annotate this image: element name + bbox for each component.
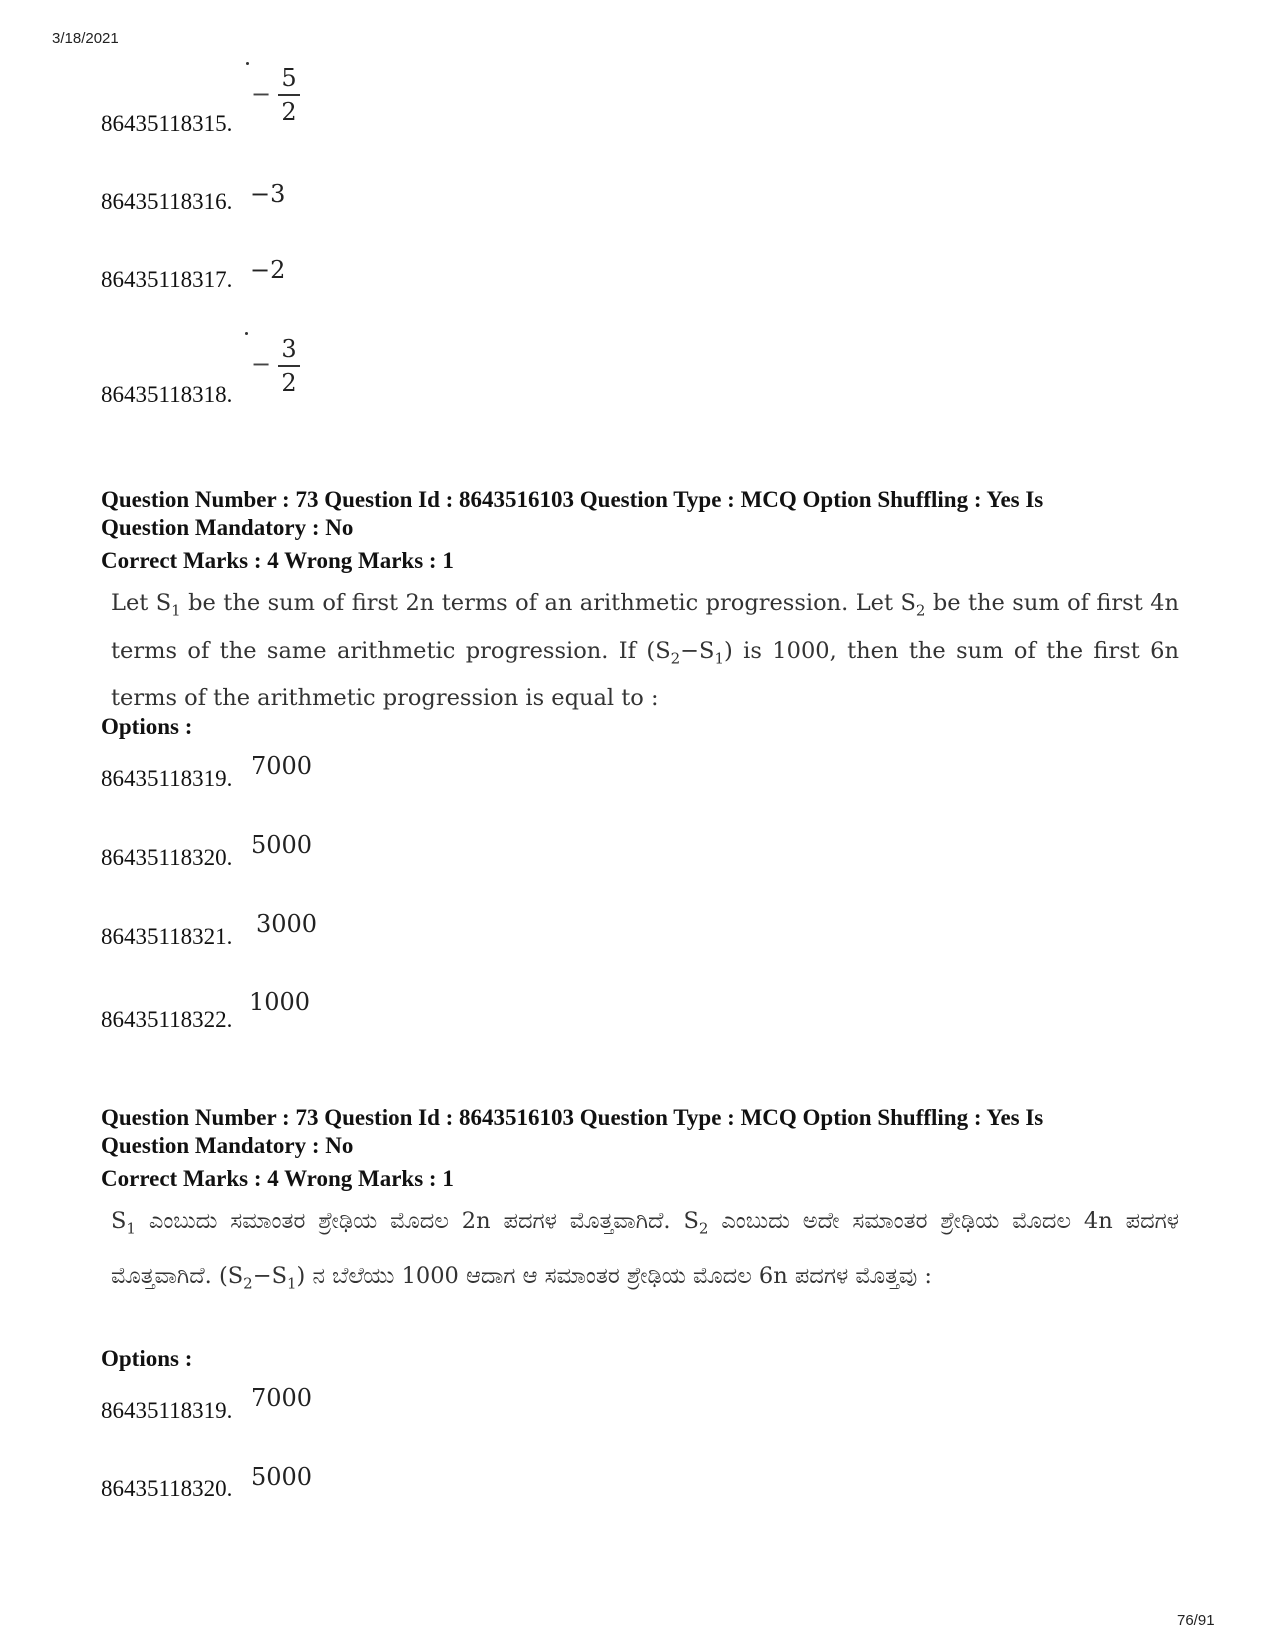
option-value: 3000 [256, 910, 318, 938]
option-id: 86435118315. [101, 111, 233, 136]
option-id: 86435118320. [101, 1476, 233, 1501]
option-id: 86435118317. [101, 267, 233, 292]
question-meta-line: Question Mandatory : No [101, 1133, 354, 1158]
fraction [278, 62, 300, 128]
option-value: 1000 [249, 988, 311, 1016]
option-value: 5000 [251, 831, 313, 859]
option-value: −2 [250, 256, 286, 284]
option-id: 86435118316. [101, 189, 233, 214]
option-id: 86435118322. [101, 1007, 233, 1032]
option-id: 86435118319. [101, 1398, 233, 1423]
fraction-numerator: 3 [278, 333, 300, 367]
option-id: 86435118319. [101, 766, 233, 791]
option-id: 86435118318. [101, 382, 233, 407]
question-text: $S_1$ ಎಂಬುದು ಸಮಾಂತರ ಶ್ರೇಢಿಯ ಮೊದಲ 2n ಪದಗಳ ಮೊತ್ತವಾಗಿದೆ. $S_2$ ಎಂಬುದು ಅದೇ ಸಮಾಂತರ ಶ್ರೇಢಿಯ ಮೊದಲ 4n ಪದಗಳ ಮೊತ್ತವಾಗಿದೆ. $(S_2-S_1)$ ನ ಬೆಲೆಯು 1000 ಆದಾಗ ಆ ಸಮಾಂತರ ಶ್ರೇಢಿಯ ಮೊದಲ 6n ಪದಗಳ ಮೊತ್ತವು : [111, 1208, 1179, 1292]
page-number: 76/91 [1177, 1612, 1215, 1629]
option-value: 7000 [251, 1384, 313, 1412]
question-text: Let $S_1$ be the sum of first 2n terms of an arithmetic progression. Let $S_2$ be the sum of first 4n terms of the same arithmetic progression. If $(S_2-S_1)$ is 1000, then the sum of the first 6n terms of the arithmetic progression is equal to : [111, 590, 1180, 711]
options-label: Options : [101, 1346, 193, 1371]
question-meta [101, 1104, 1151, 1160]
question-marks: Correct Marks : 4 Wrong Marks : 1 [101, 1166, 454, 1191]
decorative-dot [246, 62, 249, 65]
minus-sign: − [251, 350, 272, 378]
option-id: 86435118321. [101, 924, 233, 949]
fraction-denominator: 2 [281, 98, 297, 126]
fraction-numerator: 5 [278, 62, 300, 96]
question-meta [101, 486, 1151, 542]
fraction [278, 333, 300, 399]
question-meta-line: Question Mandatory : No [101, 515, 354, 540]
option-id: 86435118320. [101, 845, 233, 870]
option-value: 5000 [251, 1463, 313, 1491]
option-value: −3 [250, 180, 286, 208]
question-meta-line: Question Number : 73 Question Id : 8643516103 Question Type : MCQ Option Shuffling : Yes Is [101, 1105, 1044, 1130]
print-date: 3/18/2021 [52, 30, 119, 47]
minus-sign: − [251, 80, 272, 108]
option-value: 7000 [251, 752, 313, 780]
options-label: Options : [101, 714, 193, 739]
question-meta-line: Question Number : 73 Question Id : 8643516103 Question Type : MCQ Option Shuffling : Yes Is [101, 487, 1044, 512]
decorative-dot [245, 332, 248, 335]
fraction-denominator: 2 [281, 369, 297, 397]
question-marks: Correct Marks : 4 Wrong Marks : 1 [101, 548, 454, 573]
